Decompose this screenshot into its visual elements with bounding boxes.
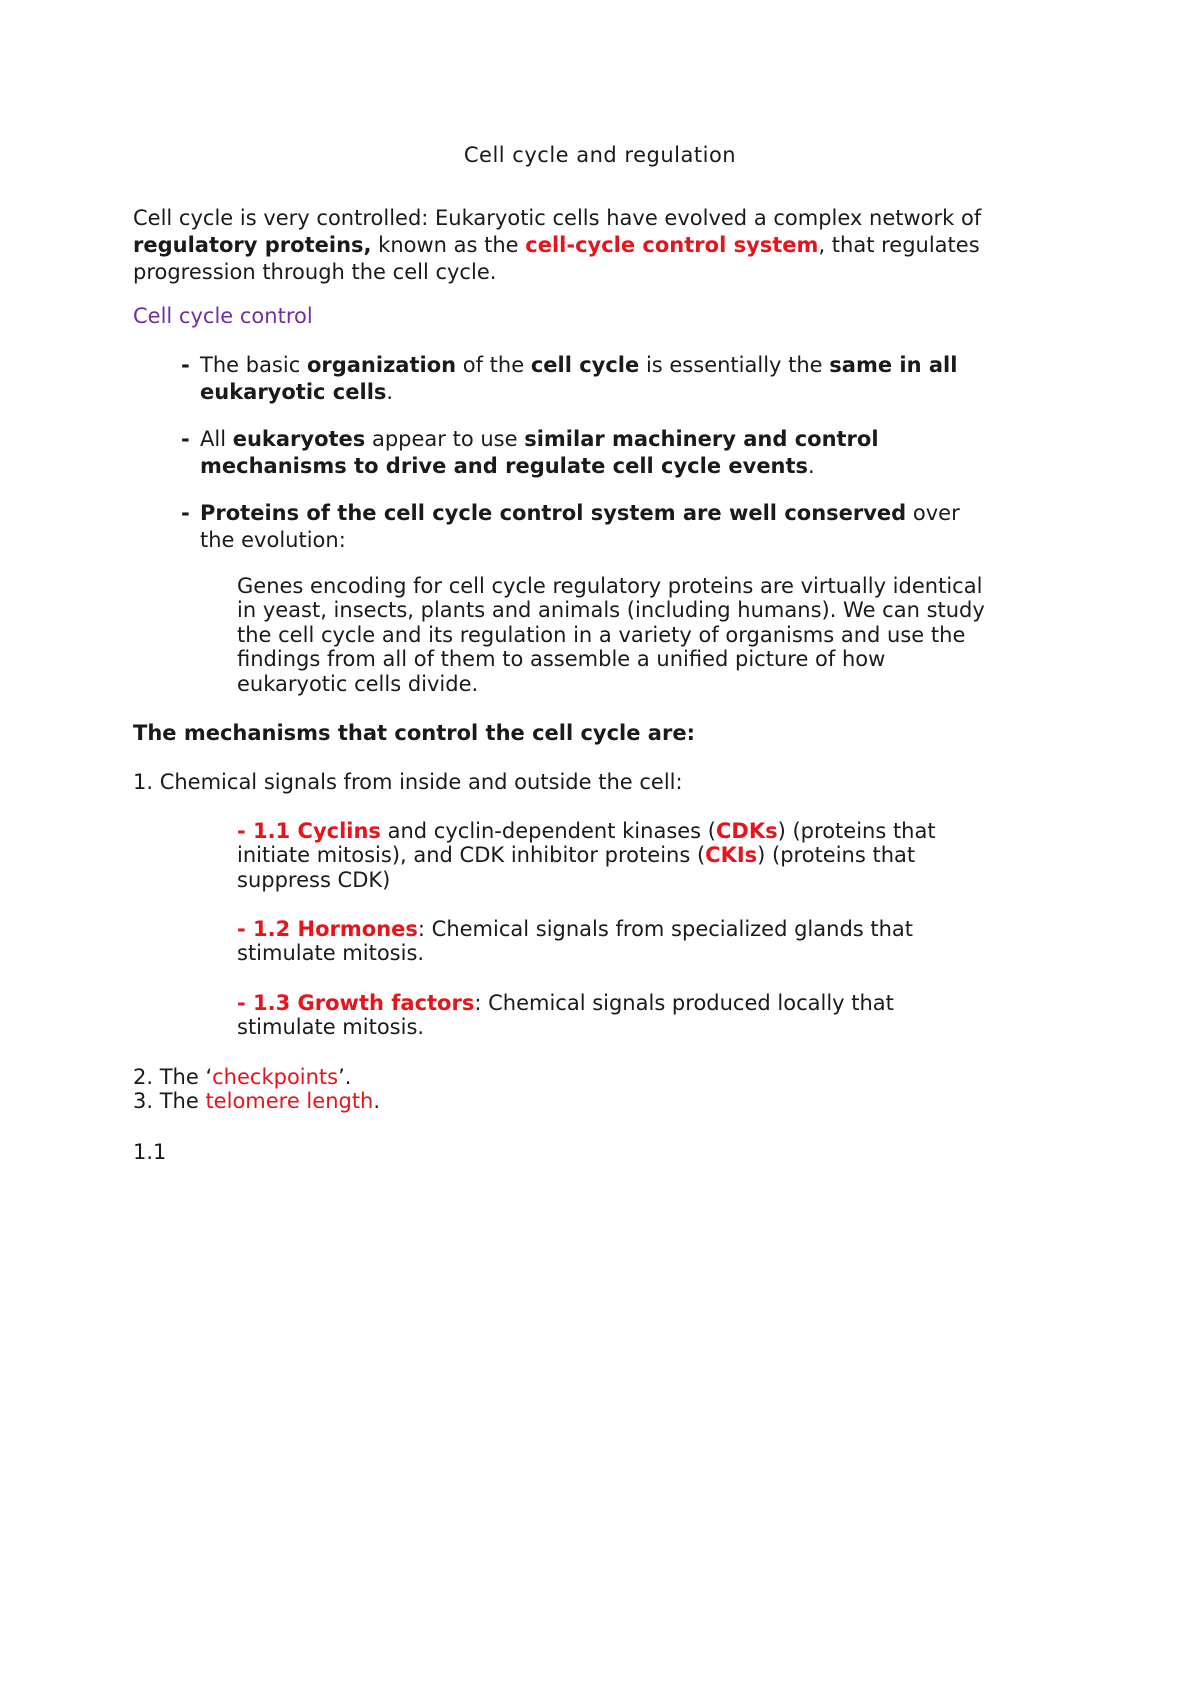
sub2-text: : Chemical signals from specialized glands that: [417, 917, 914, 941]
genes-line: eukaryotic cells divide.: [237, 671, 479, 696]
bullet1-text: of the: [456, 353, 531, 377]
intro-line-3: progression through the cell cycle.: [133, 260, 497, 284]
bullet1-bold: organization: [306, 353, 457, 377]
sub1-text: ) (proteins that: [777, 819, 936, 843]
item3-telomere-length: telomere length: [205, 1089, 374, 1114]
item2-text: ’.: [338, 1065, 352, 1089]
bullet-dash: -: [181, 427, 190, 451]
bullet1-bold: eukaryotic cells: [200, 380, 387, 404]
document-title: Cell cycle and regulation: [463, 143, 737, 167]
sub2-hormones: - 1.2 Hormones: [237, 917, 418, 941]
genes-paragraph: [237, 574, 985, 696]
mechanisms-heading: The mechanisms that control the cell cycle are:: [133, 721, 695, 745]
list-item-1: 1. Chemical signals from inside and outside the cell:: [133, 770, 683, 794]
bullet2-text: appear to use: [365, 427, 525, 451]
bullet1-bold: cell cycle: [530, 353, 640, 377]
section-number: 1.1: [133, 1140, 167, 1164]
bullet2-text: All: [200, 427, 233, 451]
intro-that-regulates: , that regulates: [818, 233, 980, 257]
bullet-dash: -: [181, 353, 190, 377]
genes-line: the cell cycle and its regulation in a variety of organisms and use the: [237, 622, 966, 647]
bullet1-bold: same in all: [829, 353, 958, 377]
bullet2-text: .: [808, 454, 815, 478]
intro-paragraph: [133, 205, 981, 286]
genes-line: Genes encoding for cell cycle regulatory proteins are virtually identical: [237, 574, 983, 598]
item2-checkpoints: checkpoints: [212, 1065, 339, 1089]
sub1-cyclins: - 1.1 Cyclins: [237, 819, 381, 843]
bullet2-bold: eukaryotes: [232, 427, 366, 451]
sub-item-1-3: [237, 991, 894, 1040]
item2-text: 2. The ‘: [133, 1065, 213, 1089]
bullet3-text: the evolution:: [200, 528, 346, 552]
bullet1-text: is essentially the: [639, 353, 830, 377]
sub-item-1-1: [237, 819, 936, 892]
intro-control-system: cell-cycle control system: [525, 233, 819, 257]
intro-line-1: Cell cycle is very controlled: Eukaryotic cells have evolved a complex network of: [133, 206, 982, 230]
bullet3-bold: Proteins of the cell cycle control system are well conserved: [200, 501, 907, 525]
bullet-dash: -: [181, 501, 190, 525]
sub1-text: and cyclin-dependent kinases (: [380, 819, 716, 843]
bullet-item-3: [200, 500, 960, 554]
bullet3-text: over: [906, 501, 960, 525]
sub3-growth-factors: - 1.3 Growth factors: [237, 991, 475, 1015]
intro-known-as: known as the: [371, 233, 526, 257]
sub1-cdks: CDKs: [716, 819, 778, 843]
sub2-text: stimulate mitosis.: [237, 941, 425, 966]
item3-text: .: [373, 1089, 381, 1114]
sub1-text: ) (proteins that: [757, 843, 916, 868]
sub3-text: stimulate mitosis.: [237, 1015, 425, 1040]
bullet-item-1: [200, 352, 957, 406]
bullet2-bold: mechanisms to drive and regulate cell cycle events: [200, 454, 809, 478]
sub1-ckis: CKIs: [705, 843, 758, 868]
genes-line: findings from all of them to assemble a unified picture of how: [237, 647, 886, 672]
bullet2-bold: similar machinery and control: [524, 427, 879, 451]
list-items-2-3: [133, 1065, 380, 1114]
bullet-item-2: [200, 426, 879, 480]
bullet1-text: .: [386, 380, 394, 404]
bullet1-text: The basic: [200, 353, 307, 377]
intro-regulatory-proteins: regulatory proteins,: [133, 233, 372, 257]
section-heading-cell-cycle-control: Cell cycle control: [133, 304, 313, 328]
sub1-text: initiate mitosis), and CDK inhibitor proteins (: [237, 843, 706, 868]
item3-text: 3. The: [133, 1089, 206, 1114]
sub1-text: suppress CDK): [237, 867, 391, 892]
genes-line: in yeast, insects, plants and animals (including humans). We can study: [237, 598, 985, 623]
sub3-text: : Chemical signals produced locally that: [474, 991, 894, 1015]
sub-item-1-2: [237, 917, 913, 966]
